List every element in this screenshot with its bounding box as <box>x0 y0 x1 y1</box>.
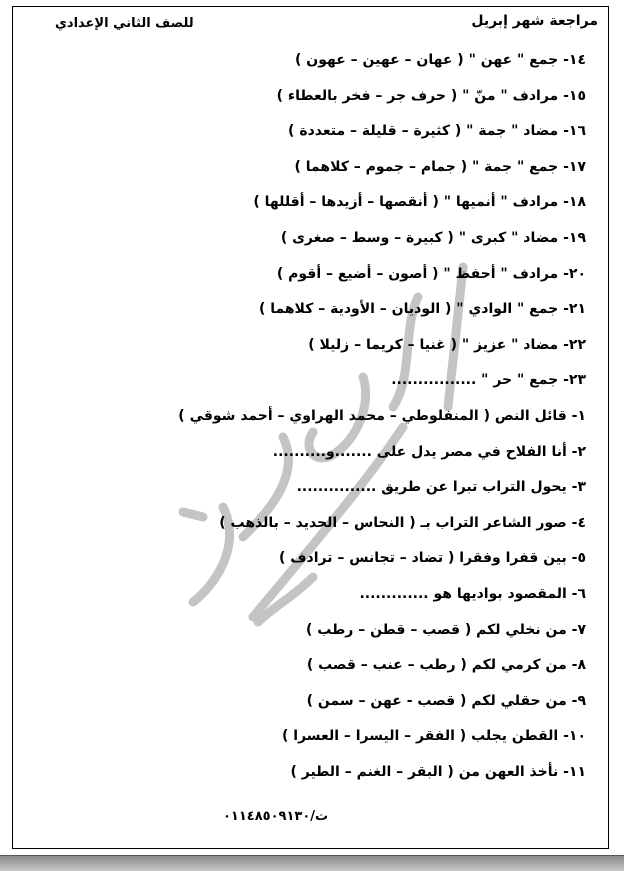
question-list <box>46 43 586 790</box>
question-line: ١٤- جمع " عهن " ( عهان – عهين – عهون ) <box>294 52 586 68</box>
review-title: مراجعة شهر إبريل <box>471 13 598 29</box>
question-line: ١٦- مضاد " جمة " ( كثيرة – قليلة – متعددة ) <box>288 123 586 140</box>
question-line: ١٧- جمع " جمة " ( جمام – جموم – كلاهما ) <box>294 158 586 175</box>
question-line: ١١- نأخذ العهن من ( البقر – الغنم – الطير ) <box>290 763 586 780</box>
question-line: ٢- أنا الفلاح في مصر يدل على .......و.......... <box>272 443 586 460</box>
question-line: ٩- من حقلي لكم ( قصب - عهن – سمن ) <box>306 692 586 709</box>
question-line: ١٩- مضاد " كبرى " ( كبيرة – وسط – صغرى ) <box>280 229 586 246</box>
question-line: ٨- من كرمي لكم ( رطب – عنب – قصب ) <box>306 657 586 674</box>
question-line: ٢٢- مضاد " عزيز " ( غنيا – كريما – زليلا ) <box>308 336 586 353</box>
phone-number: ت/٠١١٤٨٥٠٩١٣٠ <box>223 809 329 824</box>
grade-label: للصف الثاني الإعدادي <box>55 16 194 31</box>
question-line: ٢٣- جمع " حر " ................ <box>391 372 586 389</box>
question-line: ٧- من نخلي لكم ( قصب – قطن – رطب ) <box>305 621 586 638</box>
question-line: ٢١- جمع " الوادي " ( الوديان – الأودية – كلاهما ) <box>258 301 586 318</box>
question-line: ٣- يحول التراب تبرا عن طريق ............... <box>296 479 586 496</box>
question-line: ١٠- القطن يجلب ( الفقر – اليسرا – العسرا ) <box>282 728 586 745</box>
question-line: ١٥- مرادف " منّ " ( حرف جر – فخر بالعطاء ) <box>276 87 586 104</box>
question-line: ٤- صور الشاعر التراب بـ ( النحاس – الحديد – بالذهب ) <box>219 514 586 531</box>
bottom-scrollbar[interactable] <box>0 855 624 871</box>
question-line: ٥- بين قفرا وفقرا ( تضاد – تجانس – ترادف ) <box>278 550 586 567</box>
question-line: ٢٠- مرادف " أحفظ " ( أصون – أضيع – أقوم ) <box>276 265 586 282</box>
document-page <box>12 6 609 849</box>
question-line: ٦- المقصود بواديها هو ............. <box>359 585 586 602</box>
question-line: ١- قائل النص ( المنفلوطي – محمد الهراوي – أحمد شوقي ) <box>178 407 586 424</box>
question-line: ١٨- مرادف " أنميها " ( أنقصها – أزيدها – أقللها ) <box>253 194 586 211</box>
